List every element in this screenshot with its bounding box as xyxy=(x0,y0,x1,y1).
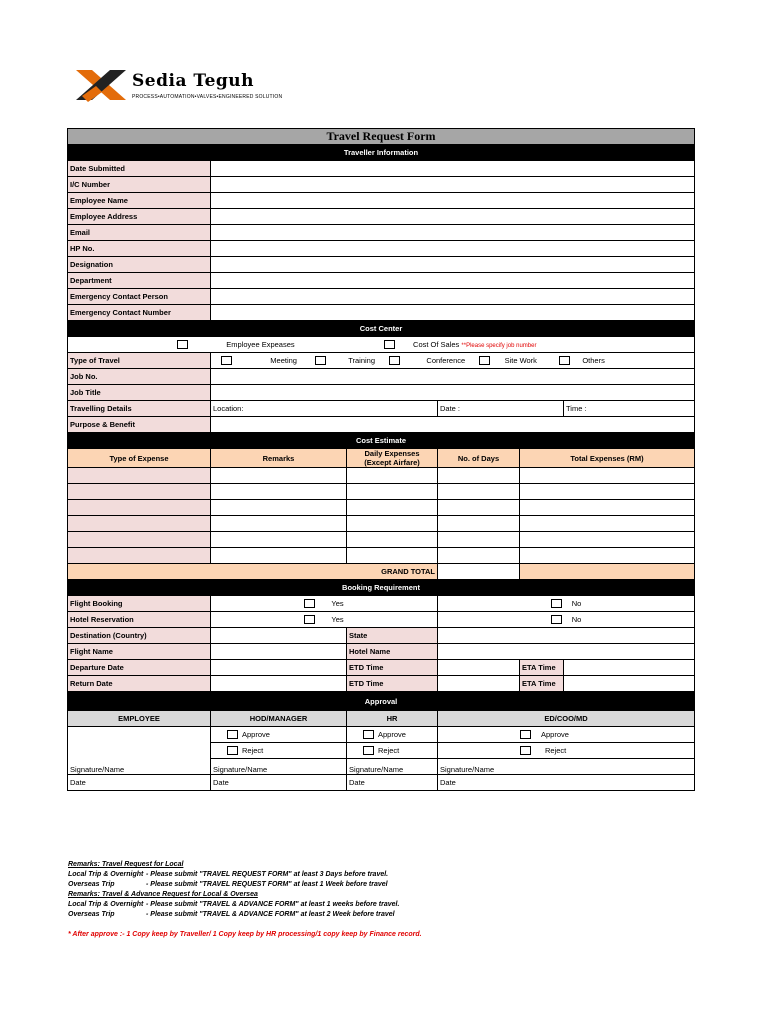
expense-daily-cell[interactable] xyxy=(347,484,438,500)
approval-col-hod: HOD/MANAGER xyxy=(211,711,347,727)
expense-daily-cell[interactable] xyxy=(347,548,438,564)
others-label: Others xyxy=(582,355,605,365)
expense-type-cell[interactable] xyxy=(68,548,211,564)
hod-approve-option[interactable] xyxy=(211,727,347,743)
remarks-line-2-a: Overseas Trip xyxy=(68,881,115,888)
expense-days-cell[interactable] xyxy=(438,500,520,516)
ed-reject-label: Reject xyxy=(545,745,567,755)
expense-total-cell[interactable] xyxy=(520,516,695,532)
training-label: Training xyxy=(348,355,376,365)
designation-field[interactable] xyxy=(211,257,695,273)
label-etd-departure: ETD Time xyxy=(347,660,438,676)
remarks-line-2-b: - Please submit "TRAVEL REQUEST FORM" at least 1 Week before travel xyxy=(146,881,388,888)
company-logo xyxy=(72,66,282,106)
cost-center-options xyxy=(68,337,695,353)
hod-date-label: Date xyxy=(213,778,229,787)
destination-field[interactable] xyxy=(211,628,347,644)
label-hp-no: HP No. xyxy=(68,241,211,257)
expense-total-cell[interactable] xyxy=(520,484,695,500)
label-eta-return: ETA Time xyxy=(520,676,564,692)
remarks-advance-title: Remarks: Travel & Advance Request for Local & Oversea xyxy=(68,891,258,898)
remarks-line-3 xyxy=(68,900,422,910)
cost-of-sales-note: **Please specify job number xyxy=(461,342,537,349)
purpose-field[interactable] xyxy=(211,417,695,433)
remarks-line-4-a: Overseas Trip xyxy=(68,911,115,918)
company-name: Sedia Teguh xyxy=(132,71,254,91)
expense-remarks-cell[interactable] xyxy=(211,468,347,484)
section-booking: Booking Requirement xyxy=(68,580,695,596)
expense-daily-cell[interactable] xyxy=(347,468,438,484)
label-hotel-name: Hotel Name xyxy=(347,644,438,660)
label-emergency-contact-number: Emergency Contact Number xyxy=(68,305,211,321)
label-travelling-details: Travelling Details xyxy=(68,401,211,417)
etd-departure-field[interactable] xyxy=(438,660,520,676)
employee-expenses-label: Employee Expeases xyxy=(226,339,295,349)
employee-date-label: Date xyxy=(70,778,86,787)
expense-days-cell[interactable] xyxy=(438,548,520,564)
meeting-label: Meeting xyxy=(270,355,297,365)
expense-row xyxy=(68,548,695,564)
label-state: State xyxy=(347,628,438,644)
ed-approve-option[interactable] xyxy=(438,727,695,743)
remarks-line-1-a: Local Trip & Overnight xyxy=(68,871,144,878)
label-email: Email xyxy=(68,225,211,241)
section-traveller: Traveller Information xyxy=(68,145,695,161)
label-purpose: Purpose & Benefit xyxy=(68,417,211,433)
header-daily-expenses-line2: (Except Airfare) xyxy=(364,458,420,467)
state-field[interactable] xyxy=(438,628,695,644)
email-field[interactable] xyxy=(211,225,695,241)
hod-approve-label: Approve xyxy=(242,729,270,739)
etd-return-field[interactable] xyxy=(438,676,520,692)
hod-reject-checkbox[interactable] xyxy=(227,746,238,755)
label-emergency-contact-person: Emergency Contact Person xyxy=(68,289,211,305)
hr-reject-checkbox[interactable] xyxy=(363,746,374,755)
employee-signature-field[interactable] xyxy=(68,759,211,775)
expense-daily-cell[interactable] xyxy=(347,516,438,532)
expense-remarks-cell[interactable] xyxy=(211,484,347,500)
label-date-submitted: Date Submitted xyxy=(68,161,211,177)
label-ic-number: I/C Number xyxy=(68,177,211,193)
cost-of-sales-label: Cost Of Sales xyxy=(413,339,460,349)
section-approval: Approval xyxy=(68,692,695,711)
expense-total-cell[interactable] xyxy=(520,532,695,548)
label-employee-name: Employee Name xyxy=(68,193,211,209)
expense-remarks-cell[interactable] xyxy=(211,532,347,548)
site-work-checkbox[interactable] xyxy=(479,356,490,365)
expense-remarks-cell[interactable] xyxy=(211,500,347,516)
grand-total-label: GRAND TOTAL xyxy=(68,564,438,580)
date-submitted-field[interactable] xyxy=(211,161,695,177)
expense-days-cell[interactable] xyxy=(438,484,520,500)
date-label: Date : xyxy=(440,404,461,413)
header-no-of-days: No. of Days xyxy=(438,449,520,468)
flight-yes-option[interactable] xyxy=(211,596,438,612)
cost-of-sales-checkbox[interactable] xyxy=(384,340,395,349)
remarks-line-1 xyxy=(68,870,422,880)
label-eta-departure: ETA Time xyxy=(520,660,564,676)
hr-signature-label: Signature/Name xyxy=(349,765,404,774)
employee-name-field[interactable] xyxy=(211,193,695,209)
hotel-name-field[interactable] xyxy=(438,644,695,660)
remarks-block xyxy=(68,860,422,940)
company-tagline: PROCESS•AUTOMATION•VALVES•ENGINEERED SOLUTION xyxy=(132,94,283,100)
label-job-no: Job No. xyxy=(68,369,211,385)
employee-address-field[interactable] xyxy=(211,209,695,225)
eta-return-field[interactable] xyxy=(564,676,695,692)
remarks-line-4-b: - Please submit "TRAVEL & ADVANCE FORM" at least 2 Week before travel xyxy=(146,911,395,918)
emergency-contact-person-field[interactable] xyxy=(211,289,695,305)
header-total-expenses: Total Expenses (RM) xyxy=(520,449,695,468)
employee-signature-label: Signature/Name xyxy=(70,765,125,774)
hod-signature-field[interactable] xyxy=(211,759,347,775)
hod-date-field[interactable] xyxy=(211,775,347,791)
hp-no-field[interactable] xyxy=(211,241,695,257)
date-field[interactable] xyxy=(438,401,564,417)
conference-label: Conference xyxy=(426,355,466,365)
hotel-no-option[interactable] xyxy=(438,612,695,628)
others-checkbox[interactable] xyxy=(559,356,570,365)
hod-approve-checkbox[interactable] xyxy=(227,730,238,739)
expense-total-cell[interactable] xyxy=(520,548,695,564)
expense-type-cell[interactable] xyxy=(68,500,211,516)
expense-total-cell[interactable] xyxy=(520,500,695,516)
expense-row xyxy=(68,516,695,532)
hr-reject-label: Reject xyxy=(378,745,400,755)
flight-no-label: No xyxy=(571,598,582,608)
grand-total-days-field[interactable] xyxy=(438,564,520,580)
label-department: Department xyxy=(68,273,211,289)
section-cost-center: Cost Center xyxy=(68,321,695,337)
logo-mark-icon xyxy=(72,66,130,106)
expense-total-cell[interactable] xyxy=(520,468,695,484)
hod-reject-label: Reject xyxy=(242,745,264,755)
label-etd-return: ETD Time xyxy=(347,676,438,692)
label-flight-booking: Flight Booking xyxy=(68,596,211,612)
label-designation: Designation xyxy=(68,257,211,273)
location-label: Location: xyxy=(213,404,244,413)
expense-days-cell[interactable] xyxy=(438,468,520,484)
remarks-line-4 xyxy=(68,910,422,920)
ed-signature-label: Signature/Name xyxy=(440,765,495,774)
approval-col-hr: HR xyxy=(347,711,438,727)
expense-remarks-cell[interactable] xyxy=(211,516,347,532)
remarks-local-title: Remarks: Travel Request for Local xyxy=(68,861,184,868)
hr-signature-field[interactable] xyxy=(347,759,438,775)
label-job-title: Job Title xyxy=(68,385,211,401)
flight-yes-label: Yes xyxy=(331,598,344,608)
ed-reject-checkbox[interactable] xyxy=(520,746,531,755)
employee-date-field[interactable] xyxy=(68,775,211,791)
label-destination: Destination (Country) xyxy=(68,628,211,644)
approval-col-ed: ED/COO/MD xyxy=(438,711,695,727)
header-daily-expenses xyxy=(347,449,438,468)
emergency-contact-number-field[interactable] xyxy=(211,305,695,321)
section-cost-estimate: Cost Estimate xyxy=(68,433,695,449)
employee-expenses-checkbox[interactable] xyxy=(177,340,188,349)
expense-row xyxy=(68,532,695,548)
ic-number-field[interactable] xyxy=(211,177,695,193)
grand-total-field[interactable] xyxy=(520,564,695,580)
after-approve-note: * After approve :- 1 Copy keep by Traveller/ 1 Copy keep by HR processing/1 copy keep by Finance record. xyxy=(68,931,422,938)
travel-request-form xyxy=(67,128,695,791)
flight-name-field[interactable] xyxy=(211,644,347,660)
flight-no-checkbox[interactable] xyxy=(551,599,562,608)
department-field[interactable] xyxy=(211,273,695,289)
approval-col-employee: EMPLOYEE xyxy=(68,711,211,727)
hr-date-label: Date xyxy=(349,778,365,787)
conference-checkbox[interactable] xyxy=(389,356,400,365)
ed-date-label: Date xyxy=(440,778,456,787)
training-checkbox[interactable] xyxy=(315,356,326,365)
meeting-checkbox[interactable] xyxy=(221,356,232,365)
flight-yes-checkbox[interactable] xyxy=(304,599,315,608)
hr-approve-checkbox[interactable] xyxy=(363,730,374,739)
expense-remarks-cell[interactable] xyxy=(211,548,347,564)
remarks-line-3-a: Local Trip & Overnight xyxy=(68,901,144,908)
hotel-no-checkbox[interactable] xyxy=(551,615,562,624)
travel-type-options xyxy=(211,353,695,369)
expense-type-cell[interactable] xyxy=(68,484,211,500)
ed-approve-label: Approve xyxy=(541,729,569,739)
ed-reject-option[interactable] xyxy=(438,743,695,759)
expense-daily-cell[interactable] xyxy=(347,532,438,548)
time-field[interactable] xyxy=(564,401,695,417)
return-date-field[interactable] xyxy=(211,676,347,692)
job-title-field[interactable] xyxy=(211,385,695,401)
ed-approve-checkbox[interactable] xyxy=(520,730,531,739)
hr-approve-label: Approve xyxy=(378,729,406,739)
ed-signature-field[interactable] xyxy=(438,759,695,775)
remarks-line-3-b: - Please submit "TRAVEL & ADVANCE FORM" at least 1 weeks before travel. xyxy=(146,901,400,908)
ed-date-field[interactable] xyxy=(438,775,695,791)
expense-row xyxy=(68,484,695,500)
expense-type-cell[interactable] xyxy=(68,516,211,532)
site-work-label: Site Work xyxy=(504,355,537,365)
location-field[interactable] xyxy=(211,401,438,417)
hr-reject-option[interactable] xyxy=(347,743,438,759)
hod-reject-option[interactable] xyxy=(211,743,347,759)
employee-approval-area xyxy=(68,727,211,759)
remarks-line-1-b: - Please submit "TRAVEL REQUEST FORM" at least 3 Days before travel. xyxy=(146,871,389,878)
remarks-line-2 xyxy=(68,880,422,890)
expense-row xyxy=(68,500,695,516)
header-type-of-expense: Type of Expense xyxy=(68,449,211,468)
expense-type-cell[interactable] xyxy=(68,468,211,484)
hr-date-field[interactable] xyxy=(347,775,438,791)
expense-daily-cell[interactable] xyxy=(347,500,438,516)
hotel-yes-checkbox[interactable] xyxy=(304,615,315,624)
label-employee-address: Employee Address xyxy=(68,209,211,225)
expense-days-cell[interactable] xyxy=(438,516,520,532)
expense-type-cell[interactable] xyxy=(68,532,211,548)
header-remarks: Remarks xyxy=(211,449,347,468)
label-type-of-travel: Type of Travel xyxy=(68,353,211,369)
time-label: Time : xyxy=(566,404,587,413)
expense-row xyxy=(68,468,695,484)
header-daily-expenses-line1: Daily Expenses xyxy=(364,449,420,458)
departure-date-field[interactable] xyxy=(211,660,347,676)
hod-signature-label: Signature/Name xyxy=(213,765,268,774)
hotel-yes-label: Yes xyxy=(331,614,344,624)
expense-days-cell[interactable] xyxy=(438,532,520,548)
hr-approve-option[interactable] xyxy=(347,727,438,743)
form-title: Travel Request Form xyxy=(68,129,695,145)
job-no-field[interactable] xyxy=(211,369,695,385)
label-departure-date: Departure Date xyxy=(68,660,211,676)
label-flight-name: Flight Name xyxy=(68,644,211,660)
label-return-date: Return Date xyxy=(68,676,211,692)
eta-departure-field[interactable] xyxy=(564,660,695,676)
label-hotel-reservation: Hotel Reservation xyxy=(68,612,211,628)
hotel-no-label: No xyxy=(571,614,582,624)
hotel-yes-option[interactable] xyxy=(211,612,438,628)
flight-no-option[interactable] xyxy=(438,596,695,612)
